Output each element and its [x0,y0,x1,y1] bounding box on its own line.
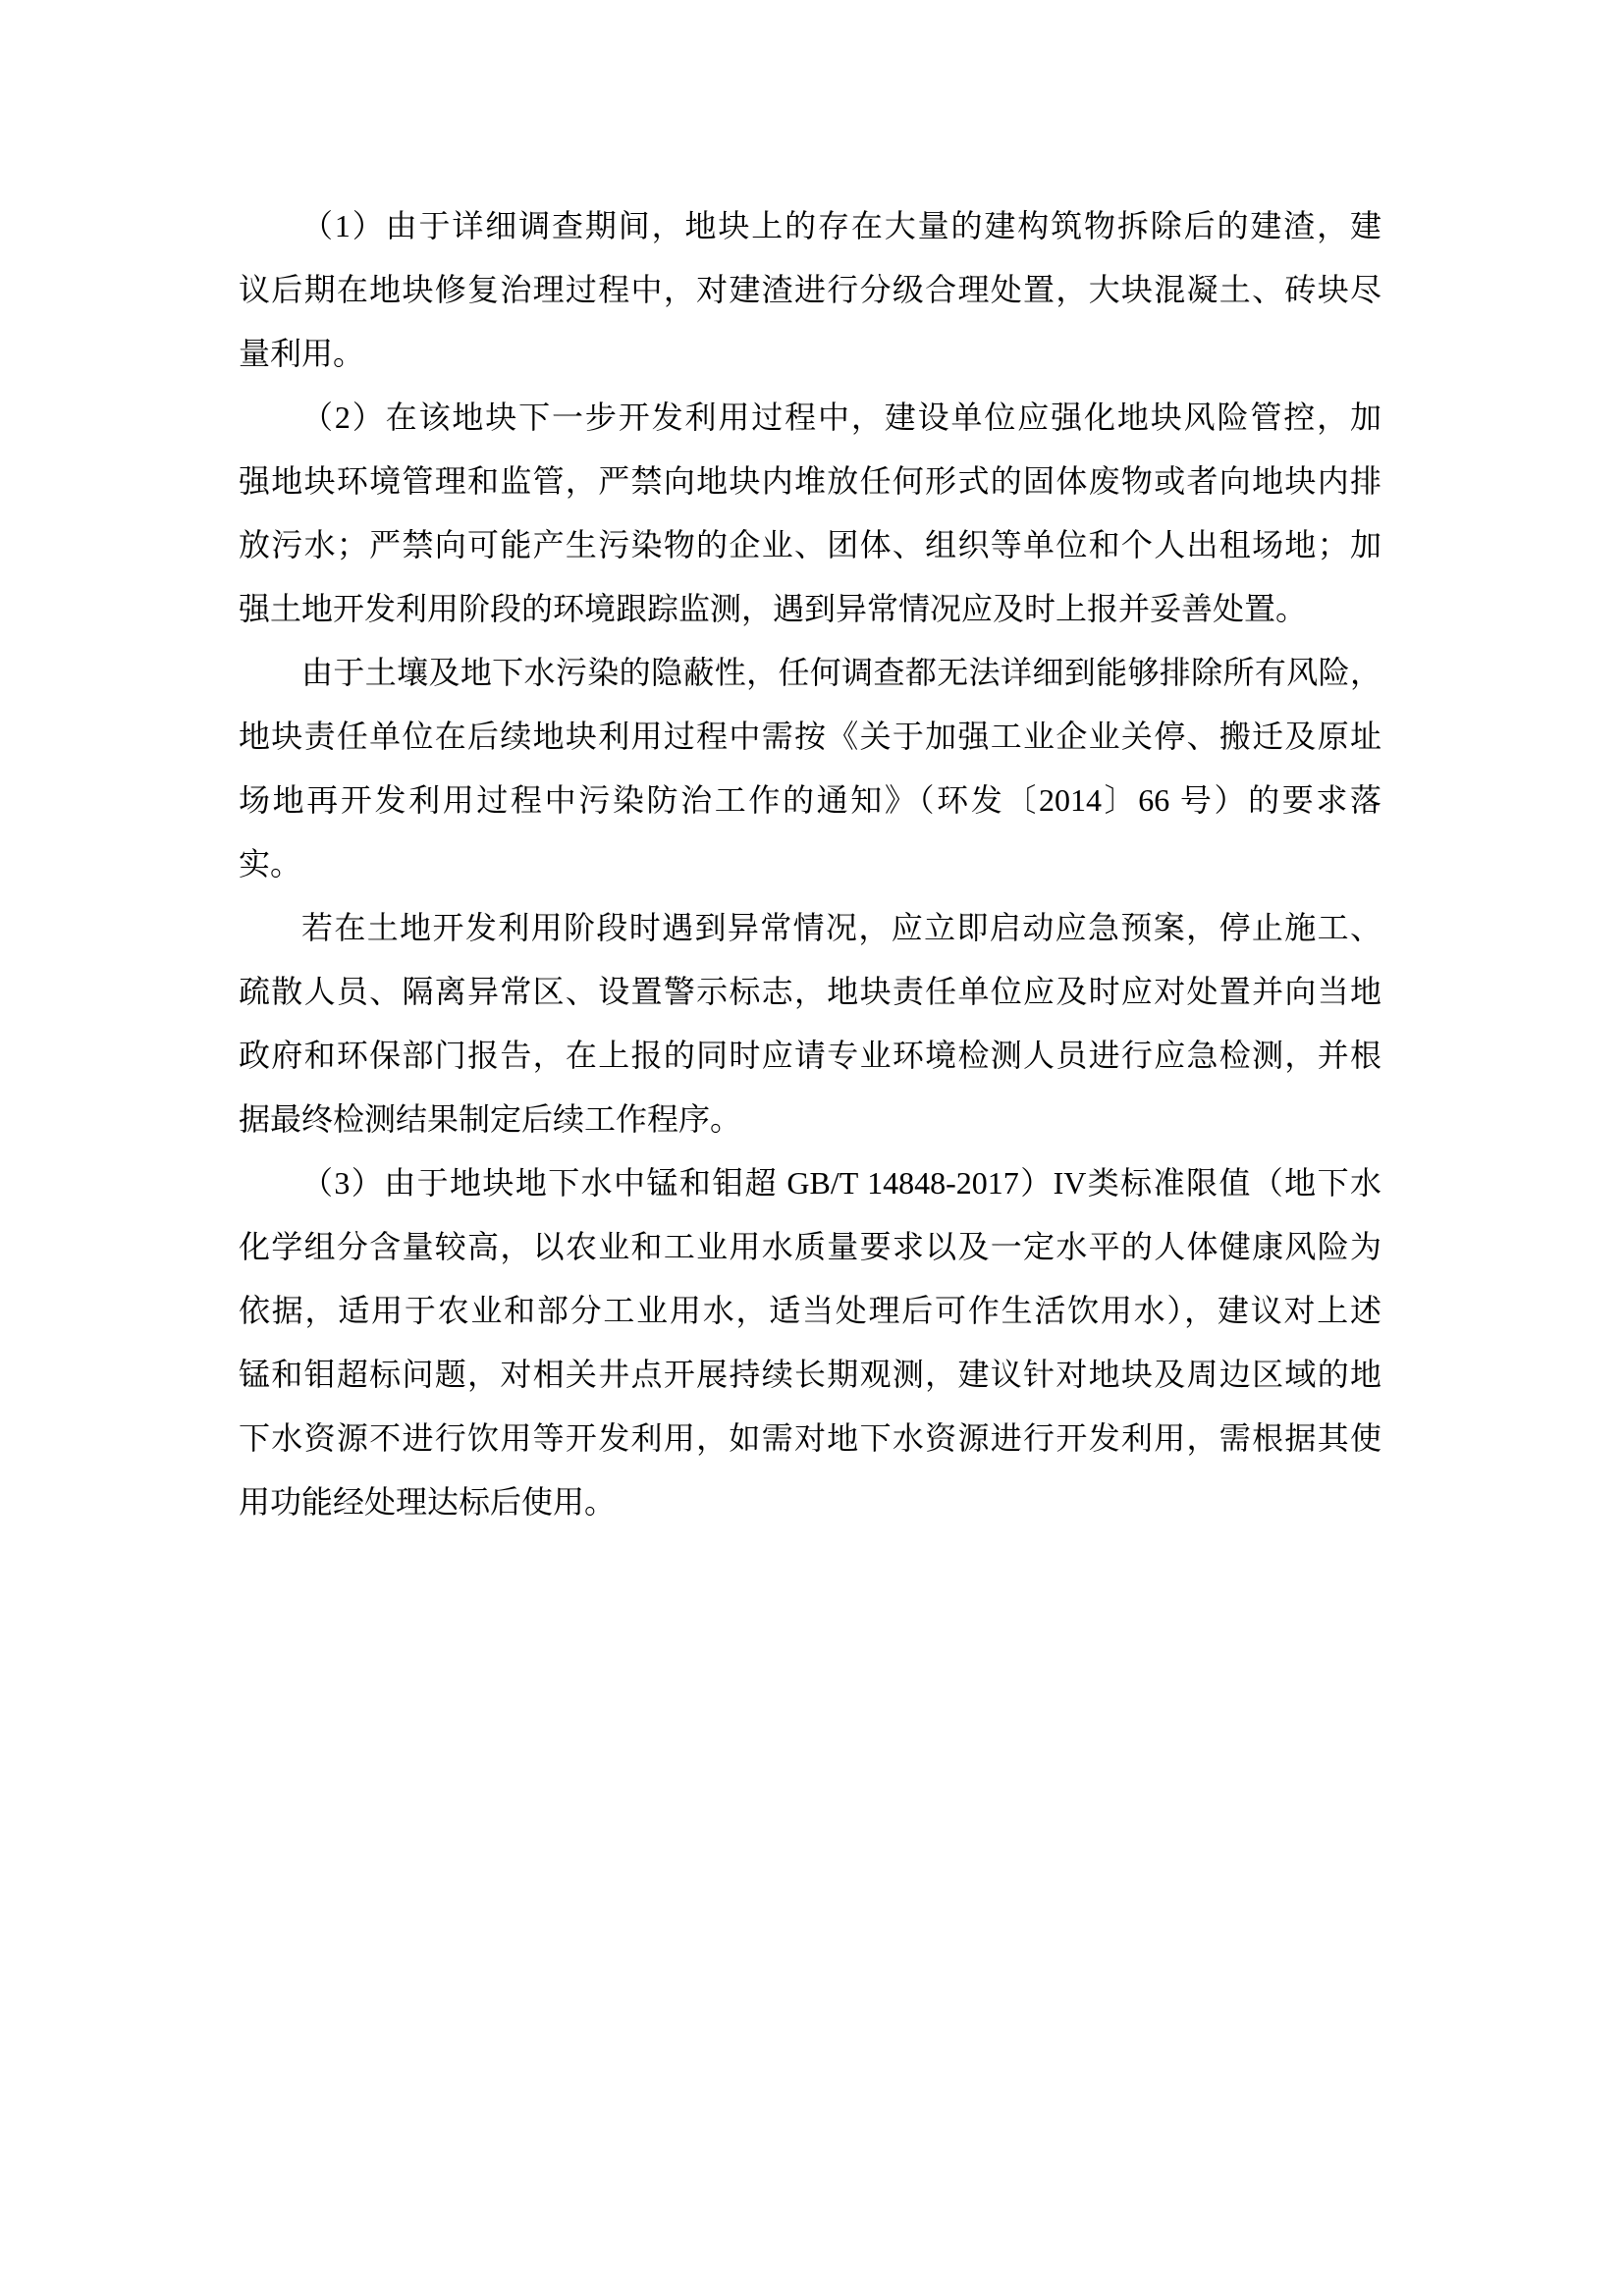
paragraph-recommendation-3-line-2: 化学组分含量较高，以农业和工业用水质量要求以及一定水平的人体健康风险为 [239,1229,1381,1264]
paragraph-hidden-risk-note-line-4: 实。 [239,846,302,881]
paragraph-emergency-response-note-line-1: 若在土地开发利用阶段时遇到异常情况，应立即启动应急预案，停止施工、 [301,910,1381,945]
paragraph-recommendation-1-line-2: 议后期在地块修复治理过程中，对建渣进行分级合理处置，大块混凝土、砖块尽 [239,272,1381,307]
paragraph-recommendation-3-line-5: 下水资源不进行饮用等开发利用，如需对地下水资源进行开发利用，需根据其使 [239,1420,1381,1456]
paragraph-emergency-response-note-line-2: 疏散人员、隔离异常区、设置警示标志，地块责任单位应及时应对处置并向当地 [239,974,1381,1009]
paragraph-recommendation-3-line-4: 锰和钼超标问题，对相关井点开展持续长期观测，建议针对地块及周边区域的地 [239,1357,1381,1392]
paragraph-recommendation-2-line-4: 强土地开发利用阶段的环境跟踪监测，遇到异常情况应及时上报并妥善处置。 [239,591,1308,626]
document-text-block [239,194,1381,1534]
paragraph-recommendation-1-line-3: 量利用。 [239,336,365,371]
paragraph-recommendation-2-line-1: （2）在该地块下一步开发利用过程中，建设单位应强化地块风险管控，加 [301,400,1381,435]
paragraph-emergency-response-note-line-3: 政府和环保部门报告，在上报的同时应请专业环境检测人员进行应急检测，并根 [239,1038,1381,1073]
paragraph-hidden-risk-note-line-1: 由于土壤及地下水污染的隐蔽性，任何调查都无法详细到能够排除所有风险， [301,655,1381,690]
paragraph-recommendation-2-line-2: 强地块环境管理和监管，严禁向地块内堆放任何形式的固体废物或者向地块内排 [239,463,1381,499]
paragraph-hidden-risk-note-line-3: 场地再开发利用过程中污染防治工作的通知》（环发〔2014〕66 号）的要求落 [239,782,1381,818]
paragraph-recommendation-2-line-3: 放污水；严禁向可能产生污染物的企业、团体、组织等单位和个人出租场地；加 [239,527,1381,562]
paragraph-recommendation-3-line-1: （3）由于地块地下水中锰和钼超 GB/T 14848-2017）IV类标准限值（地下水 [301,1165,1381,1201]
paragraph-recommendation-3-line-3: 依据，适用于农业和部分工业用水，适当处理后可作生活饮用水），建议对上述 [239,1293,1381,1328]
paragraph-hidden-risk-note-line-2: 地块责任单位在后续地块利用过程中需按《关于加强工业企业关停、搬迁及原址 [239,719,1381,754]
paragraph-recommendation-3-line-6: 用功能经处理达标后使用。 [239,1484,617,1520]
paragraph-emergency-response-note-line-4: 据最终检测结果制定后续工作程序。 [239,1101,742,1137]
paragraph-recommendation-1-line-1: （1）由于详细调查期间，地块上的存在大量的建构筑物拆除后的建渣，建 [301,208,1381,243]
